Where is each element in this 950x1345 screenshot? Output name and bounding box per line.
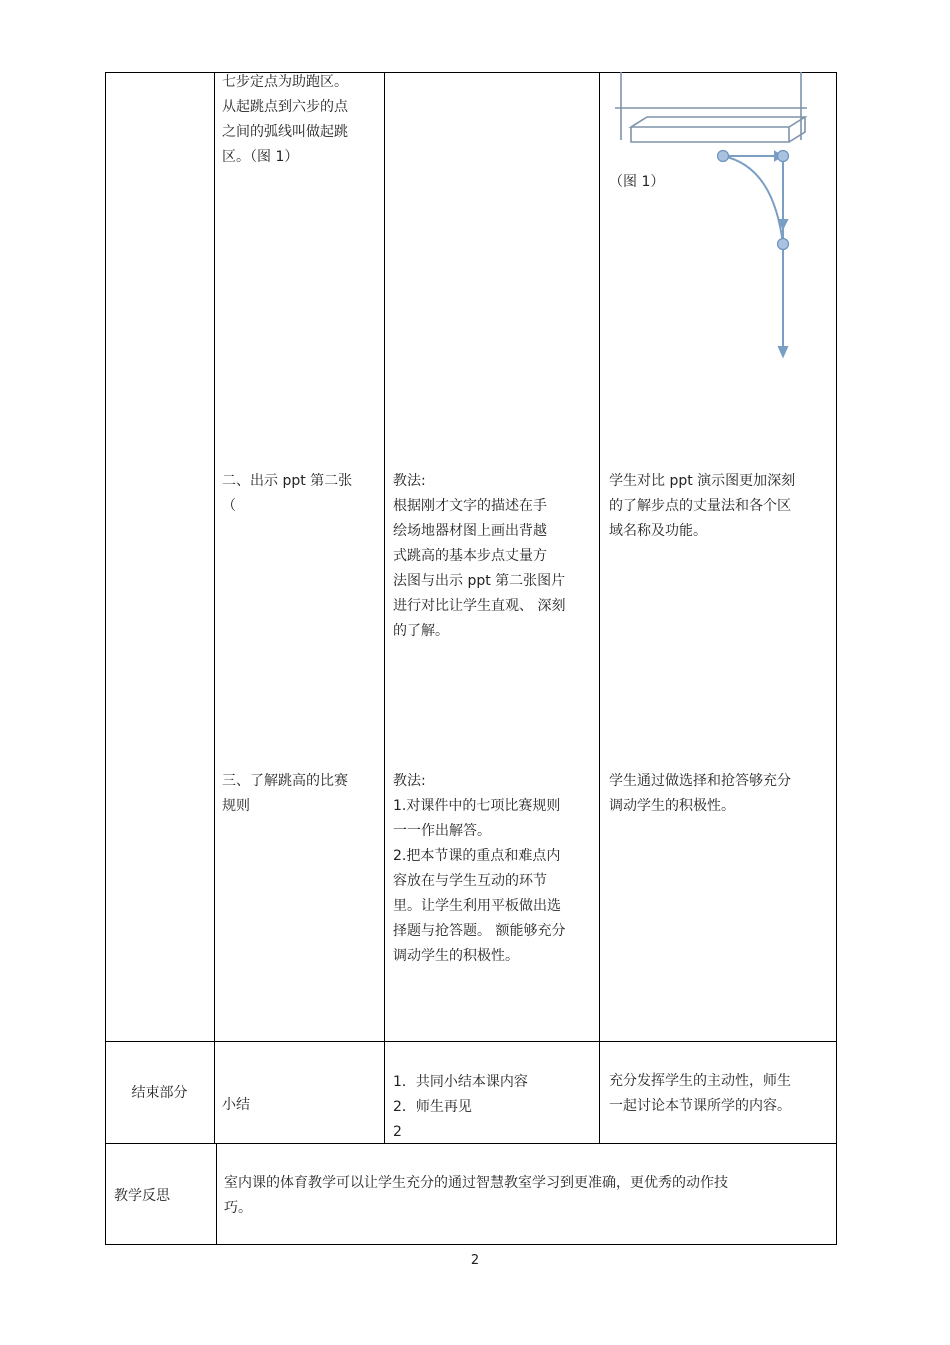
row3-method-text: [393, 769, 565, 969]
row2-content-text: [222, 469, 352, 519]
text-line: 法图与出示 ppt 第二张图片: [393, 573, 566, 589]
end-section-content: 小结: [222, 1097, 250, 1113]
end-section-effect: [609, 1069, 791, 1119]
col-divider-1: [214, 72, 215, 1143]
text-line: 里。让学生利用平板做出选: [393, 898, 561, 914]
text-line: 择题与抢答题。 额能够充分: [393, 923, 566, 939]
text-line: 一起讨论本节课所学的内容。: [609, 1098, 791, 1114]
reflection-text: [224, 1171, 728, 1221]
row2-method-text: [393, 469, 565, 644]
text-line: 之间的弧线叫做起跳: [222, 124, 348, 140]
text-line: 进行对比让学生直观、 深刻: [393, 598, 566, 614]
end-section-method: [393, 1070, 528, 1145]
text-line: 的了解。: [393, 623, 449, 639]
text-line: 根据刚才文字的描述在手: [393, 498, 547, 514]
text-line: 学生对比 ppt 演示图更加深刻: [609, 473, 796, 489]
text-line: 教法:: [393, 473, 426, 489]
row2-effect-text: [609, 469, 795, 544]
text-line: 绘场地器材图上画出背越: [393, 523, 547, 539]
text-line: 规则: [222, 798, 250, 814]
text-line: 学生通过做选择和抢答够充分: [609, 773, 791, 789]
text-line: 域名称及功能。: [609, 523, 707, 539]
table-left-border: [105, 72, 106, 1245]
reflection-label: 教学反思: [114, 1188, 170, 1204]
table-right-border: [836, 72, 837, 1245]
row3-content-text: [222, 769, 348, 819]
text-line: 1.对课件中的七项比赛规则: [393, 798, 561, 814]
end-section-label: 结束部分: [131, 1085, 188, 1101]
col-divider-2: [384, 72, 385, 1143]
text-line: 从起跳点到六步的点: [222, 99, 348, 115]
page-number: 2: [470, 1253, 480, 1268]
figure-1-caption: （图 1）: [609, 174, 665, 190]
text-line: 区。（图 1）: [222, 149, 299, 165]
text-line: 充分发挥学生的主动性，师生: [609, 1073, 791, 1089]
text-line: 调动学生的积极性。: [393, 948, 519, 964]
row1-content-text: [222, 70, 348, 170]
row-divider-end: [105, 1041, 837, 1042]
table-bottom-border: [105, 1244, 837, 1245]
text-line: 室内课的体育教学可以让学生充分的通过智慧教室学习到更准确，更优秀的动作技: [224, 1175, 728, 1191]
col-divider-3: [599, 72, 600, 1143]
text-line: 的了解步点的丈量法和各个区: [609, 498, 791, 514]
text-line: 一一作出解答。: [393, 823, 491, 839]
text-line: 1．共同小结本课内容: [393, 1074, 528, 1090]
text-line: （: [222, 498, 236, 514]
text-line: 容放在与学生互动的环节: [393, 873, 547, 889]
text-line: 2．师生再见: [393, 1099, 472, 1115]
high-jump-area-diagram: [605, 72, 825, 372]
text-line: 2.把本节课的重点和难点内: [393, 848, 561, 864]
text-line: 2: [393, 1124, 402, 1140]
text-line: 三、了解跳高的比赛: [222, 773, 348, 789]
text-line: 巧。: [224, 1200, 252, 1216]
text-line: 调动学生的积极性。: [609, 798, 735, 814]
text-line: 式跳高的基本步点丈量方: [393, 548, 547, 564]
text-line: 七步定点为助跑区。: [222, 74, 348, 90]
text-line: 二、出示 ppt 第二张: [222, 473, 353, 489]
col-divider-1-reflection: [216, 1143, 217, 1245]
row3-effect-text: [609, 769, 791, 819]
text-line: 教法:: [393, 773, 426, 789]
